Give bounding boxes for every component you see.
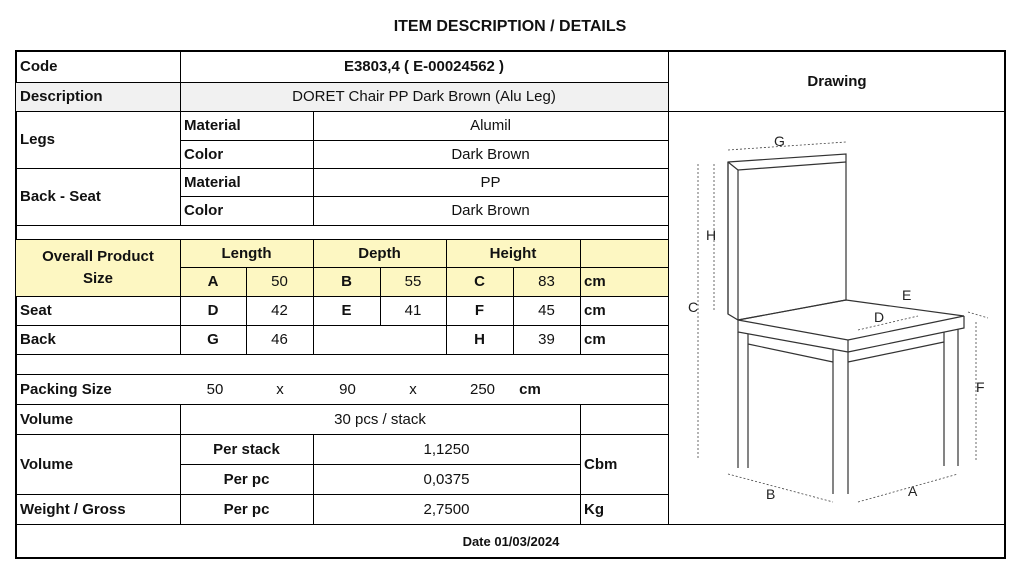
back-length-code: G: [207, 331, 219, 348]
back-label: Back: [20, 331, 56, 348]
overall-depth-value: 55: [404, 273, 422, 290]
overall-height-value: 83: [538, 273, 555, 290]
packing-depth: 90: [339, 380, 356, 398]
packing-x1: x: [276, 380, 284, 398]
packing-length: 50: [206, 380, 224, 398]
seat-depth-code: E: [341, 302, 352, 319]
length-header: Length: [221, 244, 272, 262]
weight-per-pc-label: Per pc: [223, 500, 270, 518]
volume-per-stack-label: Per stack: [213, 440, 280, 458]
description-label: Description: [20, 88, 103, 105]
packing-label: Packing Size: [20, 380, 112, 398]
volume-per-pc-label: Per pc: [223, 470, 270, 488]
seat-length-value: 42: [271, 302, 288, 319]
back-seat-label: Back - Seat: [20, 188, 101, 205]
back-seat-color-label: Color: [184, 202, 224, 219]
weight-value: 2,7500: [423, 500, 470, 518]
back-height-code: H: [474, 331, 485, 348]
letter-g: G: [774, 133, 785, 149]
page-title: ITEM DESCRIPTION / DETAILS: [393, 18, 627, 35]
seat-height-value: 45: [538, 302, 555, 319]
legs-color-label: Color: [184, 145, 224, 163]
volume-stack-value: 30 pcs / stack: [334, 410, 426, 428]
weight-unit: Kg: [584, 500, 604, 518]
letter-f: F: [976, 379, 985, 395]
code-value: E3803,4 ( E-00024562 ): [343, 58, 505, 75]
back-seat-material-label: Material: [184, 173, 241, 191]
volume-per-stack-value: 1,1250: [423, 440, 470, 458]
chair-outline: [728, 154, 964, 494]
seat-depth-value: 41: [404, 302, 422, 319]
letter-e: E: [902, 287, 912, 303]
letter-d: D: [874, 309, 885, 325]
back-unit: cm: [584, 331, 606, 348]
depth-header: Depth: [358, 244, 401, 262]
date-footer: Date 01/03/2024: [462, 534, 560, 549]
overall-size-label: Overall Product Size: [42, 247, 154, 287]
seat-length-code: D: [207, 302, 219, 319]
packing-unit: cm: [519, 380, 541, 398]
volume-stack-label: Volume: [20, 410, 74, 428]
packing-x2: x: [409, 380, 417, 398]
back-length-value: 46: [271, 331, 288, 348]
legs-label: Legs: [20, 131, 56, 148]
letter-h: H: [706, 227, 717, 243]
overall-height-code: C: [474, 273, 485, 290]
chair-drawing: [668, 62, 1006, 502]
overall-unit: cm: [584, 273, 606, 290]
volume-per-pc-value: 0,0375: [423, 470, 470, 488]
overall-length-value: 50: [271, 273, 288, 290]
seat-height-code: F: [474, 302, 485, 319]
height-header: Height: [489, 244, 537, 262]
description-value: DORET Chair PP Dark Brown (Alu Leg): [292, 88, 556, 105]
back-seat-color-value: Dark Brown: [451, 202, 530, 219]
packing-height: 250: [469, 380, 496, 398]
dimension-letters: [688, 133, 985, 502]
drawing-label: Drawing: [807, 72, 867, 90]
overall-depth-code: B: [341, 273, 352, 290]
letter-c: C: [688, 299, 699, 315]
weight-label: Weight / Gross: [20, 500, 126, 518]
letter-b: B: [766, 486, 776, 502]
seat-label: Seat: [20, 302, 52, 319]
back-seat-material-value: PP: [480, 173, 501, 191]
legs-material-value: Alumil: [470, 117, 511, 134]
volume-label: Volume: [20, 455, 74, 473]
legs-material-label: Material: [184, 117, 241, 134]
back-height-value: 39: [538, 331, 555, 348]
seat-unit: cm: [584, 302, 606, 319]
legs-color-value: Dark Brown: [451, 145, 530, 163]
overall-length-code: A: [207, 273, 219, 290]
letter-a: A: [908, 483, 918, 499]
code-label: Code: [20, 58, 58, 75]
volume-unit: Cbm: [584, 455, 618, 473]
